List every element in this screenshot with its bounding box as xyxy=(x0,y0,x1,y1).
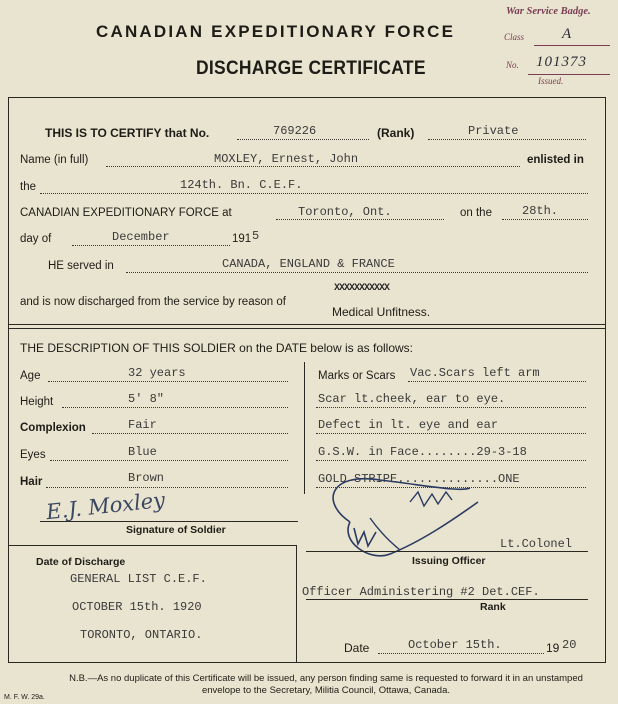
age-label: Age xyxy=(20,370,41,382)
stamp-no-line xyxy=(528,74,610,75)
discharge-reason: Medical Unfitness. xyxy=(332,305,431,319)
marks-line-text-1: Scar lt.cheek, ear to eye. xyxy=(318,392,506,406)
marks-label: Marks or Scars xyxy=(318,370,396,382)
issuing-officer-line xyxy=(306,551,588,552)
marks-line-text-2: Defect in lt. eye and ear xyxy=(318,418,499,432)
stamp-title: War Service Badge. xyxy=(506,6,591,17)
age-line xyxy=(48,381,288,382)
served-line xyxy=(126,272,588,273)
footer-note: N.B.—As no duplicate of this Certificate will be issued, any person finding same is requested to forward it in an unstamped envelope to the Secretary, Militia Council, Ottawa, Canada. xyxy=(69,673,583,696)
discharge-line-1: GENERAL LIST C.E.F. xyxy=(70,572,207,586)
rank-value: Private xyxy=(468,124,519,138)
war-service-badge-stamp xyxy=(500,4,616,94)
stamp-class-value: A xyxy=(562,26,572,42)
rank-line-bottom xyxy=(306,599,588,600)
reason-struck: XXXXXXXXXXX xyxy=(334,283,390,294)
soldier-signature-label: Signature of Soldier xyxy=(126,524,226,536)
place-line xyxy=(276,219,444,220)
full-name: MOXLEY, Ernest, John xyxy=(214,152,359,166)
complexion-line xyxy=(92,433,288,434)
enlisted-label: enlisted in xyxy=(527,154,584,166)
stamp-issued: Issued. xyxy=(538,76,564,86)
date-year-suffix: 20 xyxy=(562,638,577,652)
date-label: Date xyxy=(344,641,370,655)
number-line xyxy=(237,139,369,140)
soldier-signature-line xyxy=(40,521,298,522)
age-value: 32 years xyxy=(128,366,186,380)
unit: 124th. Bn. C.E.F. xyxy=(180,178,303,192)
marks-line-text-4: GOLD STRIPE..............ONE xyxy=(318,472,520,486)
day-line xyxy=(502,219,588,220)
description-column-divider xyxy=(304,362,305,494)
name-line xyxy=(106,166,520,167)
enlist-day: 28th. xyxy=(522,204,559,218)
marks-line-text-0: Vac.Scars left arm xyxy=(410,366,540,380)
complexion-value: Fair xyxy=(128,418,157,432)
stamp-no-value: 101373 xyxy=(536,54,587,70)
marks-line-2 xyxy=(316,433,586,434)
marks-line-0 xyxy=(408,381,586,382)
stamp-class-line xyxy=(534,45,610,46)
marks-line-text-3: G.S.W. in Face........29-3-18 xyxy=(318,445,527,459)
eyes-value: Blue xyxy=(128,445,157,459)
hair-line xyxy=(46,487,288,488)
height-value: 5' 8" xyxy=(128,392,165,406)
certify-lead-label: THIS IS TO CERTIFY that No. xyxy=(45,126,210,140)
rank-label: (Rank) xyxy=(377,126,415,140)
hair-label: Hair xyxy=(20,476,43,488)
year-suffix: 5 xyxy=(252,229,260,243)
date-year-prefix: 19 xyxy=(546,641,560,655)
enlist-month: December xyxy=(112,230,170,244)
stamp-no-label: No. xyxy=(506,60,519,70)
name-label: Name (in full) xyxy=(20,154,89,166)
cef-label: CANADIAN EXPEDITIONARY FORCE at xyxy=(20,207,232,219)
section-divider xyxy=(8,324,606,325)
officer-rank: Lt.Colonel xyxy=(500,537,573,551)
document-title: CANADIAN EXPEDITIONARY FORCE xyxy=(96,22,456,41)
height-line xyxy=(62,407,288,408)
discharge-line-3: TORONTO, ONTARIO. xyxy=(80,628,203,642)
complexion-label: Complexion xyxy=(20,422,86,434)
discharge-box-top xyxy=(8,545,296,546)
officer-rank-label: Rank xyxy=(480,601,506,613)
enlist-place: Toronto, Ont. xyxy=(298,205,392,219)
marks-line-1 xyxy=(316,407,586,408)
on-the-label: on the xyxy=(460,207,492,219)
discharge-heading: Date of Discharge xyxy=(36,556,126,568)
height-label: Height xyxy=(20,396,54,408)
stamp-class-label: Class xyxy=(504,32,525,42)
date-line xyxy=(378,653,544,654)
served-label: HE served in xyxy=(48,260,114,272)
date-value: October 15th. xyxy=(408,638,502,652)
officer-administering: Officer Administering #2 Det.CEF. xyxy=(302,585,540,599)
discharge-line-2: OCTOBER 15th. 1920 xyxy=(72,600,202,614)
rank-line xyxy=(428,139,586,140)
section-divider-inner xyxy=(8,328,606,329)
issuing-officer-label: Issuing Officer xyxy=(412,555,486,567)
year-prefix: 191 xyxy=(232,233,252,245)
form-number: M. F. W. 29a. xyxy=(4,694,45,701)
served-places: CANADA, ENGLAND & FRANCE xyxy=(222,257,395,271)
unit-line xyxy=(40,193,588,194)
marks-line-3 xyxy=(316,460,586,461)
certificate-title: DISCHARGE CERTIFICATE xyxy=(196,58,426,79)
soldier-signature: E.J. Moxley xyxy=(45,487,167,525)
eyes-line xyxy=(50,460,288,461)
day-of-label: day of xyxy=(20,233,52,245)
description-heading: THE DESCRIPTION OF THIS SOLDIER on the DATE below is as follows: xyxy=(20,341,413,355)
the-label: the xyxy=(20,181,36,193)
discharge-box-right xyxy=(296,545,297,662)
hair-value: Brown xyxy=(128,471,165,485)
eyes-label: Eyes xyxy=(20,449,46,461)
service-number: 769226 xyxy=(273,124,317,138)
month-line xyxy=(72,245,230,246)
reason-label: and is now discharged from the service by reason of xyxy=(20,296,286,308)
